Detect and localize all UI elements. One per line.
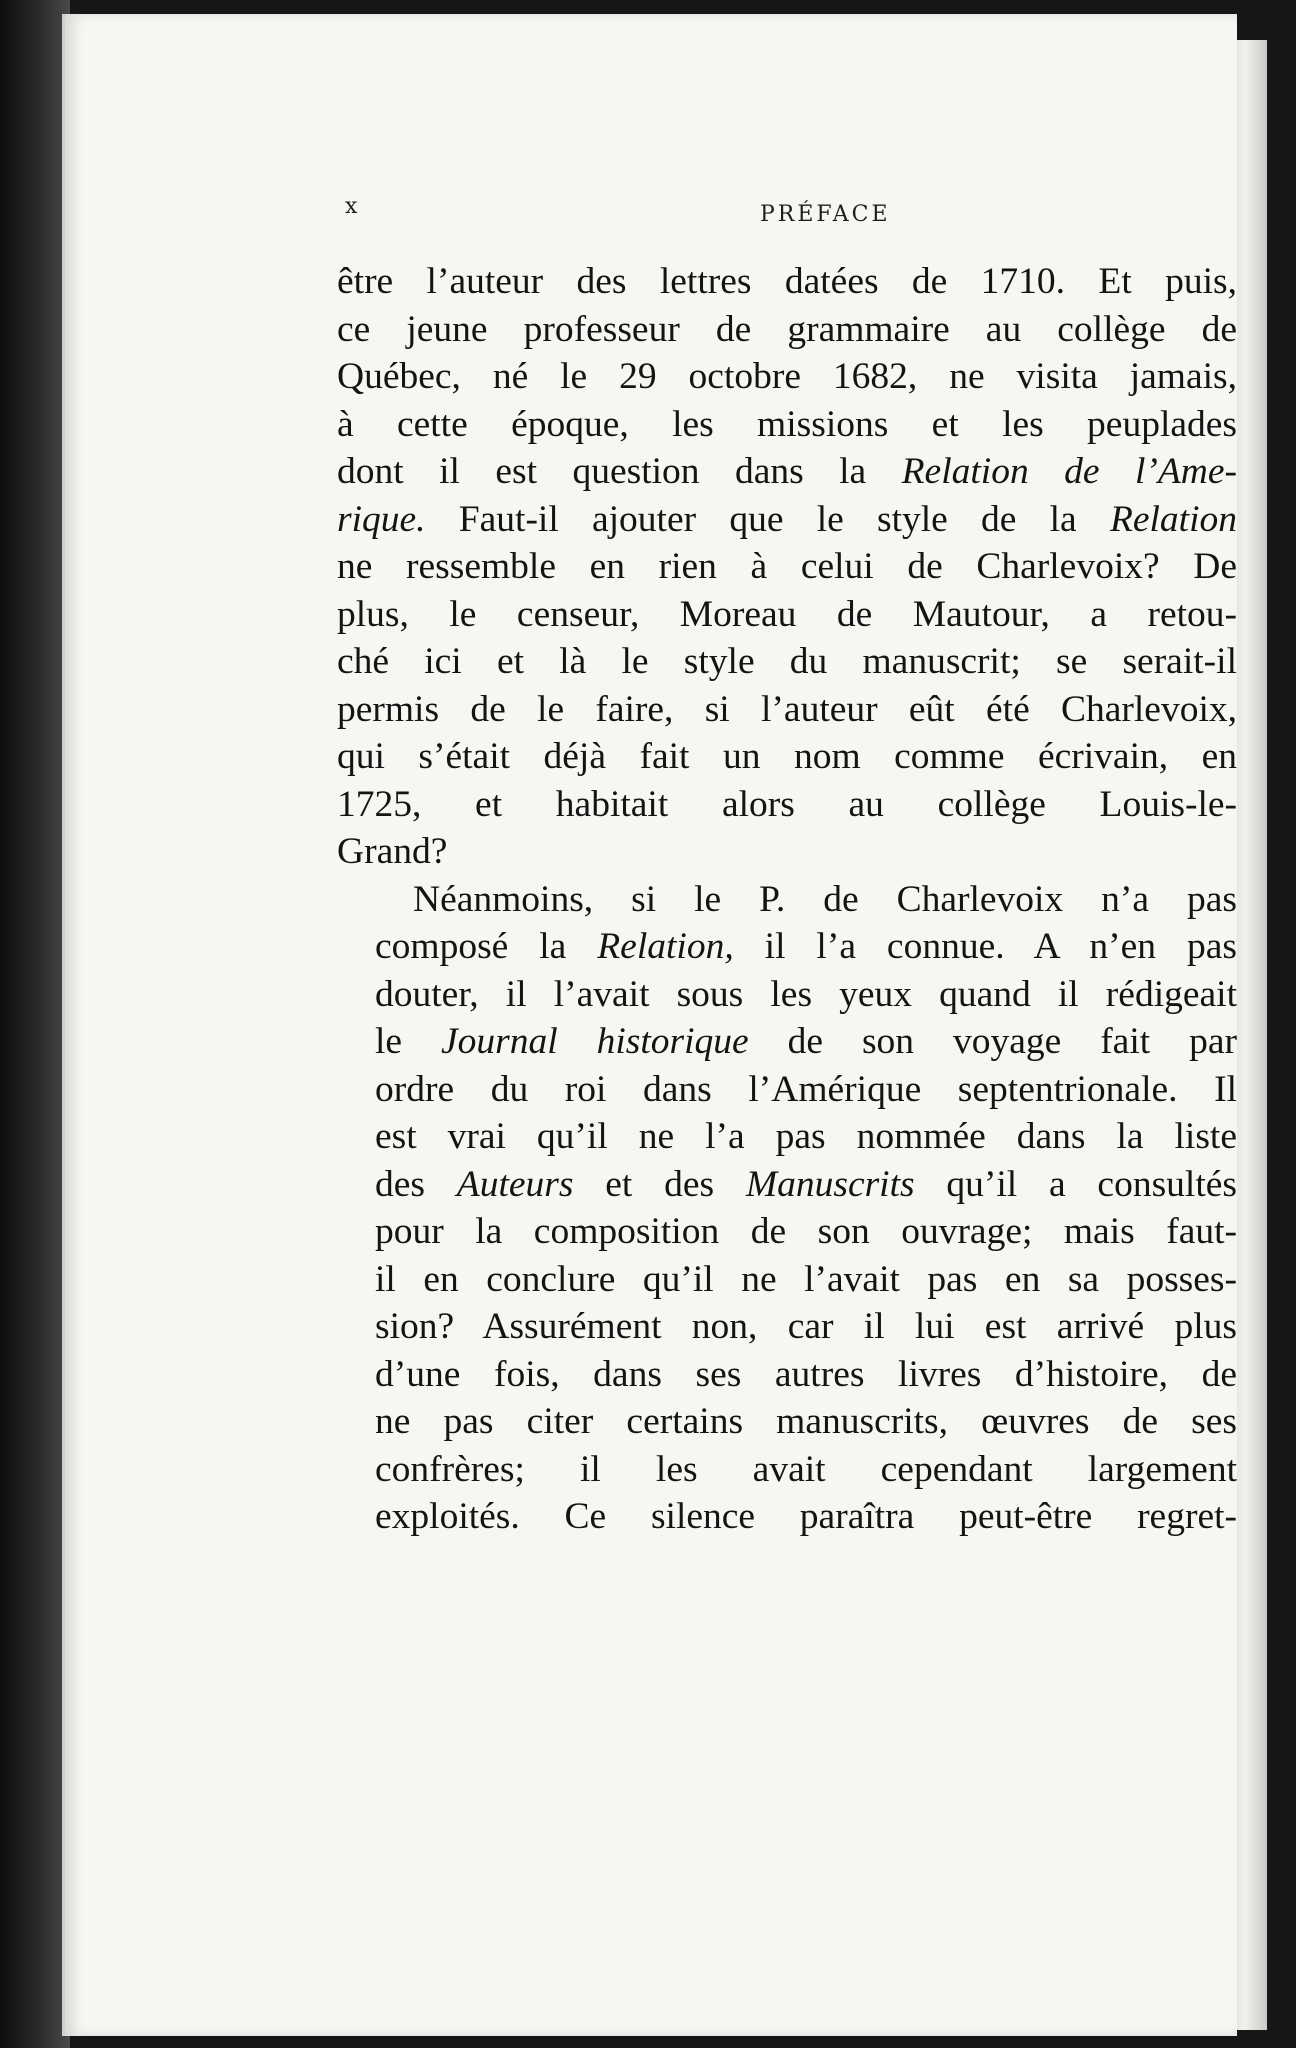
italic-text-run: Journal historique xyxy=(441,1021,749,1062)
text-run: de son voyage fait par xyxy=(748,1021,1237,1062)
text-line xyxy=(337,1351,1237,1399)
text-line xyxy=(337,591,1237,639)
text-line xyxy=(337,258,1237,306)
italic-text-run: Relation, xyxy=(597,926,734,967)
text-line xyxy=(337,1256,1237,1304)
text-line xyxy=(337,638,1237,686)
text-run: le xyxy=(375,1021,441,1062)
text-line xyxy=(337,543,1237,591)
italic-text-run: Auteurs xyxy=(456,1163,574,1205)
text-run: composé la xyxy=(375,926,598,967)
text-run: à cette époque, les missions et les peuplades xyxy=(337,403,1237,445)
text-run: ce jeune professeur de grammaire au collège de xyxy=(337,308,1237,350)
italic-text-run: Relation de l’Ame- xyxy=(901,451,1237,492)
book-spine-shadow xyxy=(0,0,70,2048)
italic-text-run: rique. xyxy=(337,498,426,540)
text-run: plus, le censeur, Moreau de Mautour, a retou- xyxy=(337,593,1237,635)
text-line xyxy=(337,876,1237,924)
text-run: qui s’était déjà fait un nom comme écrivain, en xyxy=(337,736,1237,777)
text-run: ne ressemble en rien à celui de Charlevoix? De xyxy=(337,546,1237,587)
text-run: des xyxy=(375,1163,457,1205)
text-line xyxy=(337,1113,1237,1161)
text-line xyxy=(337,1446,1237,1494)
text-run: être l’auteur des lettres datées de 1710. Et puis, xyxy=(337,261,1237,302)
paragraph xyxy=(337,258,1237,876)
text-line xyxy=(337,733,1237,781)
book-page xyxy=(62,14,1237,2036)
italic-text-run: Relation xyxy=(1109,498,1237,540)
text-run: ne pas citer certains manuscrits, œuvres de ses xyxy=(375,1401,1237,1442)
text-line xyxy=(337,306,1237,354)
text-run: il en conclure qu’il ne l’avait pas en sa posses- xyxy=(375,1258,1237,1300)
text-run: sion? Assurément non, car il lui est arrivé plus xyxy=(375,1306,1237,1347)
text-line xyxy=(337,1493,1237,1541)
text-run: douter, il l’avait sous les yeux quand il rédigeait xyxy=(375,973,1237,1015)
text-run: ordre du roi dans l’Amérique septentrionale. Il xyxy=(375,1068,1237,1110)
text-line xyxy=(337,496,1237,544)
text-line xyxy=(337,448,1237,496)
paragraph xyxy=(337,876,1237,1541)
text-run: confrères; il les avait cependant largement xyxy=(375,1448,1237,1490)
italic-text-run: Manuscrits xyxy=(745,1163,915,1205)
text-line xyxy=(337,923,1237,971)
text-run: et des xyxy=(573,1163,746,1205)
text-run: 1725, et habitait alors au collège Louis-le- xyxy=(337,783,1237,825)
text-line xyxy=(337,1066,1237,1114)
text-line xyxy=(337,1018,1237,1066)
text-line xyxy=(337,1303,1237,1351)
text-run: il l’a connue. A n’en pas xyxy=(733,926,1237,967)
text-run: exploités. Ce silence paraîtra peut-être regret- xyxy=(375,1496,1237,1537)
text-line xyxy=(337,828,1237,876)
text-run: Québec, né le 29 octobre 1682, ne visita jamais, xyxy=(337,356,1237,397)
running-head-title: PRÉFACE xyxy=(760,202,891,227)
text-run: Néanmoins, si le P. de Charlevoix n’a pas xyxy=(413,878,1237,920)
text-run: est vrai qu’il ne l’a pas nommée dans la liste xyxy=(375,1116,1237,1157)
text-run: d’une fois, dans ses autres livres d’histoire, de xyxy=(375,1353,1237,1395)
text-line xyxy=(337,1398,1237,1446)
text-line xyxy=(337,686,1237,734)
text-run: qu’il a consultés xyxy=(914,1163,1237,1205)
text-run: permis de le faire, si l’auteur eût été Charlevoix, xyxy=(337,688,1237,730)
text-line xyxy=(337,971,1237,1019)
text-line xyxy=(337,353,1237,401)
text-run: ché ici et là le style du manuscrit; se serait-il xyxy=(337,641,1237,682)
text-run: dont il est question dans la xyxy=(337,451,902,492)
body-text xyxy=(337,258,1237,1541)
text-line xyxy=(337,1161,1237,1209)
text-run: pour la composition de son ouvrage; mais faut- xyxy=(375,1211,1237,1252)
page-number: x xyxy=(345,194,359,219)
text-line xyxy=(337,401,1237,449)
text-run: Faut-il ajouter que le style de la xyxy=(425,498,1110,540)
text-line xyxy=(337,1208,1237,1256)
text-line xyxy=(337,781,1237,829)
text-run: Grand? xyxy=(337,831,448,872)
